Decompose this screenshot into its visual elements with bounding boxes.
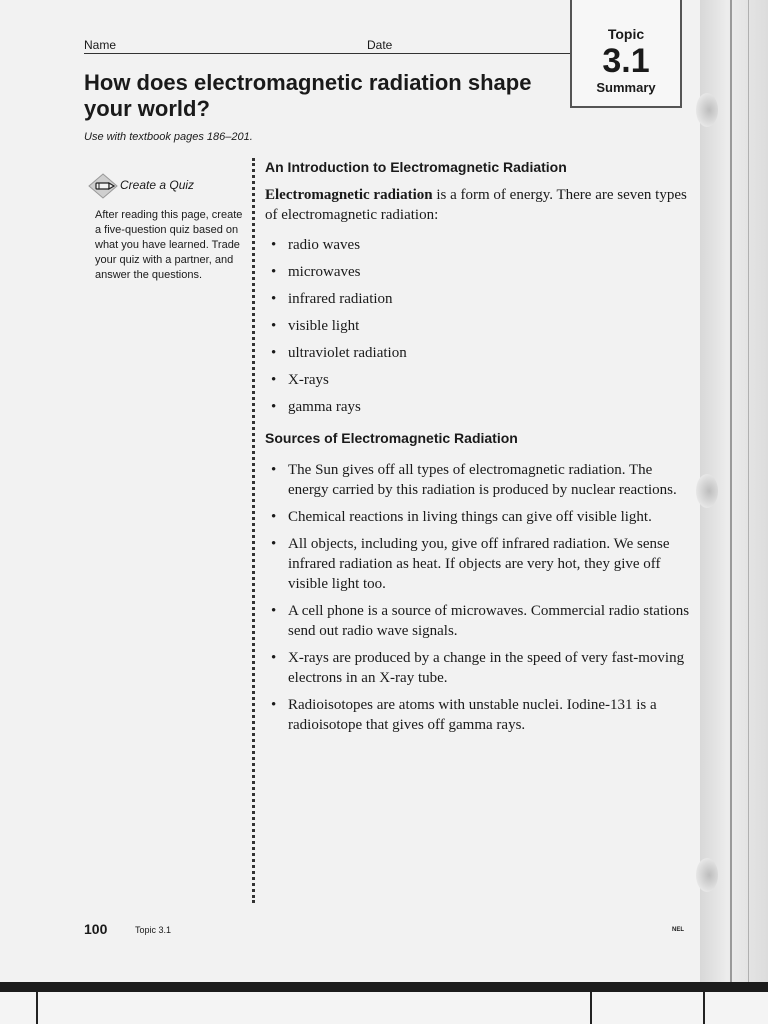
list-item: • Chemical reactions in living things can give off visible light. [271,509,652,525]
date-label: Date [367,38,393,52]
topic-summary: Summary [596,80,656,95]
intro-heading: An Introduction to Electromagnetic Radiation [265,159,567,175]
list-item: • gamma rays [271,399,361,415]
sources-heading: Sources of Electromagnetic Radiation [265,430,518,446]
sidebar-instructions: After reading this page, create a five-question quiz based on what you have learned. Trade your quiz with a partner, and answer the questions. [95,209,243,281]
main-content [265,157,690,742]
list-item: • microwaves [271,264,361,280]
textbook-reference: Use with textbook pages 186–201. [84,131,253,143]
list-item: • X-rays are produced by a change in the speed of very fast-moving electrons in an X-ray tube. [271,650,685,686]
next-page-edge [0,992,768,1024]
publisher-mark: NEL [672,927,684,933]
punch-hole [696,474,718,508]
list-item: • ultraviolet radiation [271,345,407,361]
page-title: How does electromagnetic radiation shape your world? [84,70,532,121]
list-item: • radio waves [271,237,361,253]
intro-text: is a form of energy. There are seven types of electromagnetic radiation: [265,187,687,223]
topic-word: Topic [607,26,645,42]
punch-hole [696,93,718,127]
list-item: • The Sun gives off all types of electromagnetic radiation. The energy carried by this radiation is produced by nuclear reactions. [271,462,677,498]
footer-topic: Topic 3.1 [135,925,172,935]
intro-paragraph [265,185,690,225]
radiation-types-list [265,235,690,424]
list-item: • Radioisotopes are atoms with unstable nuclei. Iodine-131 is a radioisotope that gives off gamma rays. [271,697,657,733]
dotted-divider [252,158,255,903]
list-item: • X-rays [271,372,329,388]
sidebar-title: Create a Quiz [120,178,195,192]
header-rule [84,53,570,54]
name-label: Name [84,38,117,52]
list-item: • visible light [271,318,360,334]
topic-number: 3.1 [602,42,650,80]
sources-list [265,460,690,735]
pencil-icon [88,173,118,199]
list-item: • A cell phone is a source of microwaves. Commercial radio stations send out radio wave signals. [271,603,690,639]
page-number: 100 [84,921,108,937]
list-item: • All objects, including you, give off infrared radiation. We sense infrared radiation as heat. If objects are very hot, they give off visible light too. [271,536,670,592]
punch-hole [696,858,718,892]
list-item: • infrared radiation [271,291,393,307]
topic-badge [570,0,682,108]
intro-term: Electromagnetic radiation [265,187,433,203]
